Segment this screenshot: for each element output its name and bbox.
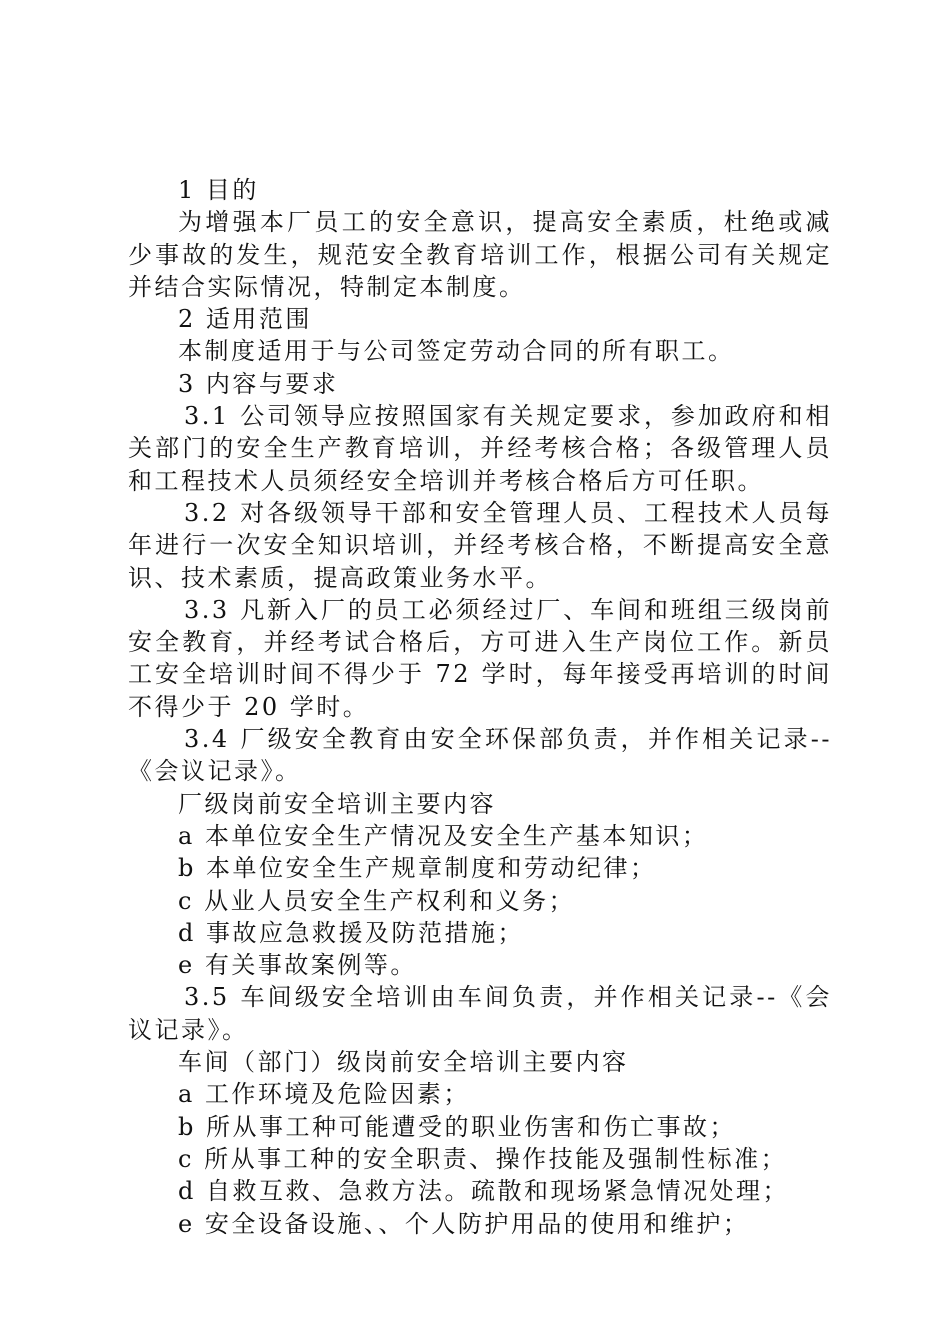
paragraph-purpose: 为增强本厂员工的安全意识，提高安全素质，杜绝或减少事故的发生，规范安全教育培训工作，根据公司有关规定并结合实际情况，特制定本制度。 xyxy=(128,208,832,301)
subheading-factory-training: 厂级岗前安全培训主要内容 xyxy=(178,789,496,818)
list-item: b 所从事工种可能遭受的职业伤害和伤亡事故； xyxy=(178,1112,736,1141)
paragraph-3-3: 3.3 凡新入厂的员工必须经过厂、车间和班组三级岗前安全教育，并经考试合格后，方可进入生产岗位工作。新员工安全培训时间不得少于 72 学时，每年接受再培训的时间不得少于 20 学时。 xyxy=(128,595,832,721)
paragraph-3-4: 3.4 厂级安全教育由安全环保部负责，并作相关记录--《会议记录》。 xyxy=(128,725,832,786)
list-item: e 有关事故案例等。 xyxy=(178,951,417,980)
list-item: c 从业人员安全生产权利和义务； xyxy=(178,886,576,915)
list-item: d 事故应急救援及防范措施； xyxy=(178,918,524,947)
paragraph-scope: 本制度适用于与公司签定劳动合同的所有职工。 xyxy=(178,337,735,366)
list-item: a 工作环境及危险因素； xyxy=(178,1080,470,1109)
document-body xyxy=(128,174,832,1240)
subheading-workshop-training: 车间（部门）级岗前安全培训主要内容 xyxy=(178,1048,629,1077)
paragraph-3-1: 3.1 公司领导应按照国家有关规定要求，参加政府和相关部门的安全生产教育培训，并经考核合格；各级管理人员和工程技术人员须经安全培训并考核合格后方可任职。 xyxy=(128,402,832,495)
list-item: e 安全设备设施、、个人防护用品的使用和维护； xyxy=(178,1209,750,1238)
list-item: b 本单位安全生产规章制度和劳动纪律； xyxy=(178,854,657,883)
paragraph-3-5: 3.5 车间级安全培训由车间负责，并作相关记录--《会议记录》。 xyxy=(128,983,832,1044)
section-heading-purpose: 1 目的 xyxy=(178,176,259,204)
section-heading-content: 3 内容与要求 xyxy=(178,369,339,398)
list-item: d 自救互救、急救方法。疏散和现场紧急情况处理； xyxy=(178,1177,789,1206)
paragraph-3-2: 3.2 对各级领导干部和安全管理人员、工程技术人员每年进行一次安全知识培训，并经考核合格，不断提高安全意识、技术素质，提高政策业务水平。 xyxy=(128,498,832,592)
section-heading-scope: 2 适用范围 xyxy=(178,305,312,334)
list-item: c 所从事工种的安全职责、操作技能及强制性标准； xyxy=(178,1144,788,1173)
list-item: a 本单位安全生产情况及安全生产基本知识； xyxy=(178,821,709,850)
